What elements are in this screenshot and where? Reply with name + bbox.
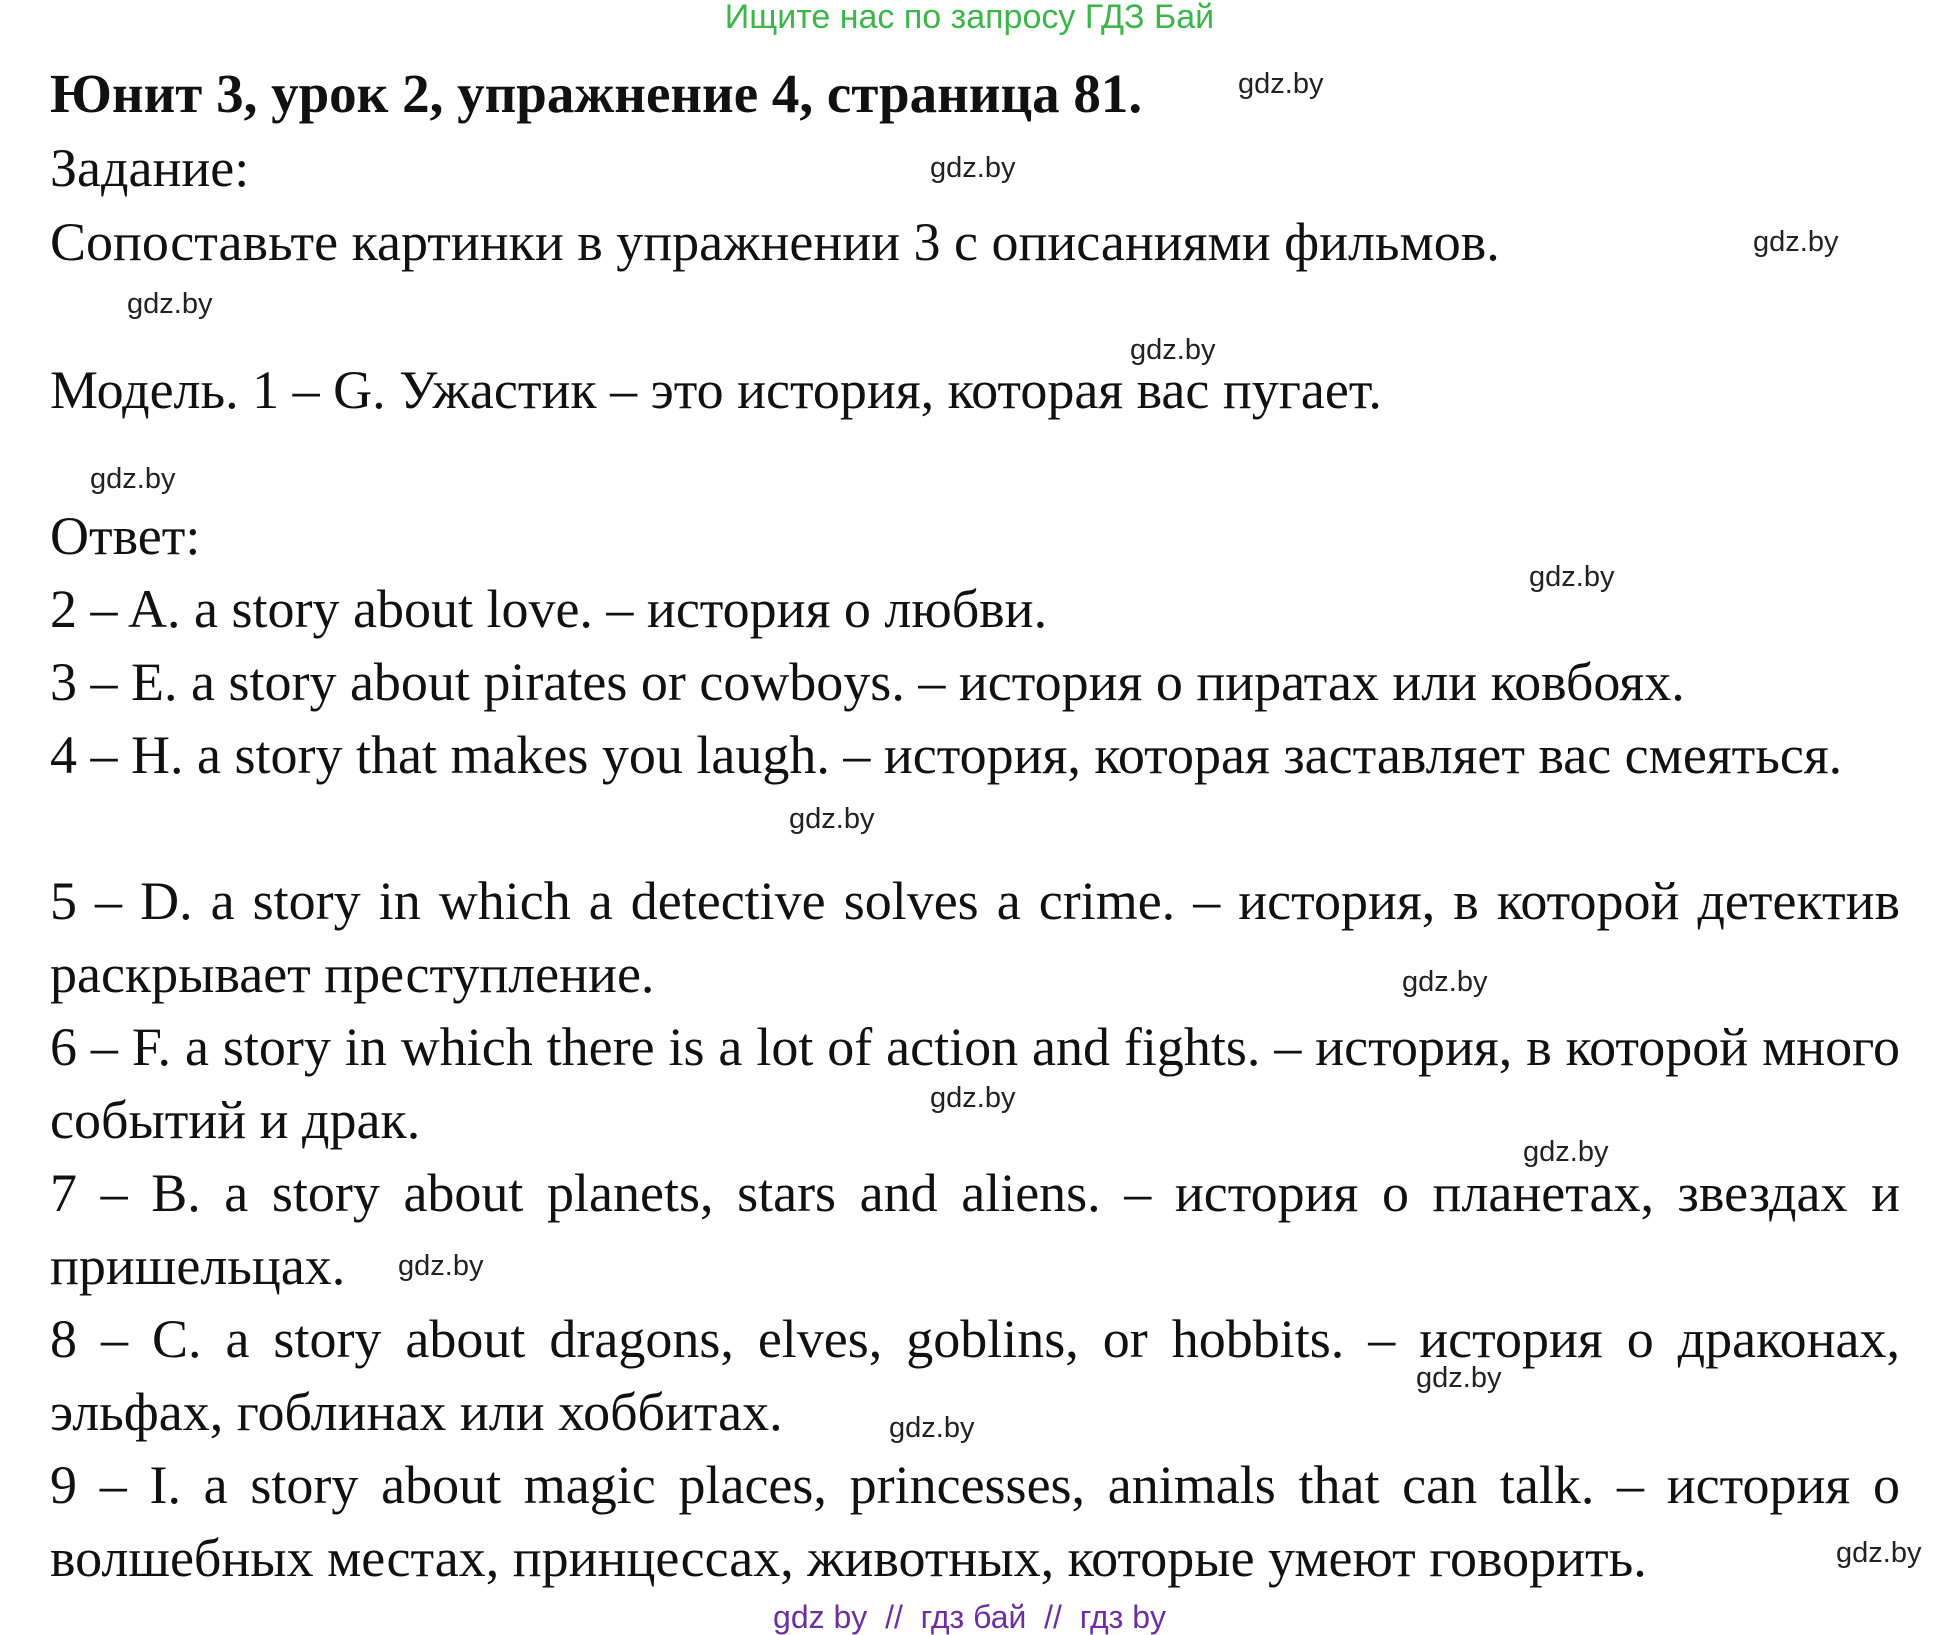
task-label: Задание: bbox=[50, 138, 250, 198]
watermark: gdz.by bbox=[1523, 1136, 1609, 1168]
watermark: gdz.by bbox=[1130, 334, 1216, 366]
watermark: gdz.by bbox=[930, 1082, 1016, 1114]
watermark: gdz.by bbox=[789, 803, 875, 835]
watermark: gdz.by bbox=[398, 1250, 484, 1282]
answer-item: 8 – C. a story about dragons, elves, goblins, or hobbits. – история о драконах, эльфах, гоблинах или хоббитах. bbox=[50, 1309, 1900, 1442]
watermark: gdz.by bbox=[1402, 966, 1488, 998]
answer-item: 4 – H. a story that makes you laugh. – история, которая заставляет вас смеяться. bbox=[50, 725, 1843, 785]
watermark: gdz.by bbox=[127, 288, 213, 320]
model-example: Модель. 1 – G. Ужастик – это история, которая вас пугает. bbox=[50, 360, 1382, 420]
answer-item: 7 – B. a story about planets, stars and aliens. – история о планетах, звездах и пришельцах. bbox=[50, 1163, 1900, 1296]
page-title: Юнит 3, урок 2, упражнение 4, страница 81. bbox=[50, 63, 1143, 124]
watermark: gdz.by bbox=[1836, 1537, 1922, 1569]
footer-links: gdz by // гдз бай // гдз by bbox=[773, 1599, 1166, 1635]
top-banner: Ищите нас по запросу ГДЗ Бай bbox=[724, 0, 1215, 36]
watermark: gdz.by bbox=[1529, 561, 1615, 593]
watermark: gdz.by bbox=[889, 1412, 975, 1444]
watermark: gdz.by bbox=[1416, 1362, 1502, 1394]
watermark: gdz.by bbox=[90, 463, 176, 495]
answer-item: 9 – I. a story about magic places, princesses, animals that can talk. – история о волшебных местах, принцессах, животных, которые умеют говорить. bbox=[50, 1455, 1900, 1588]
watermark: gdz.by bbox=[1238, 68, 1324, 100]
answer-item: 3 – E. a story about pirates or cowboys. – история о пиратах или ковбоях. bbox=[50, 652, 1685, 712]
answer-item: 2 – A. a story about love. – история о любви. bbox=[50, 579, 1048, 639]
watermark: gdz.by bbox=[1753, 226, 1839, 258]
answer-label: Ответ: bbox=[50, 506, 201, 566]
answer-item: 6 – F. a story in which there is a lot of action and fights. – история, в которой много событий и драк. bbox=[50, 1017, 1900, 1150]
watermark: gdz.by bbox=[930, 152, 1016, 184]
answer-item: 5 – D. a story in which a detective solves a crime. – история, в которой детектив раскрывает преступление. bbox=[50, 871, 1900, 1004]
task-text: Сопоставьте картинки в упражнении 3 с описаниями фильмов. bbox=[50, 212, 1500, 272]
